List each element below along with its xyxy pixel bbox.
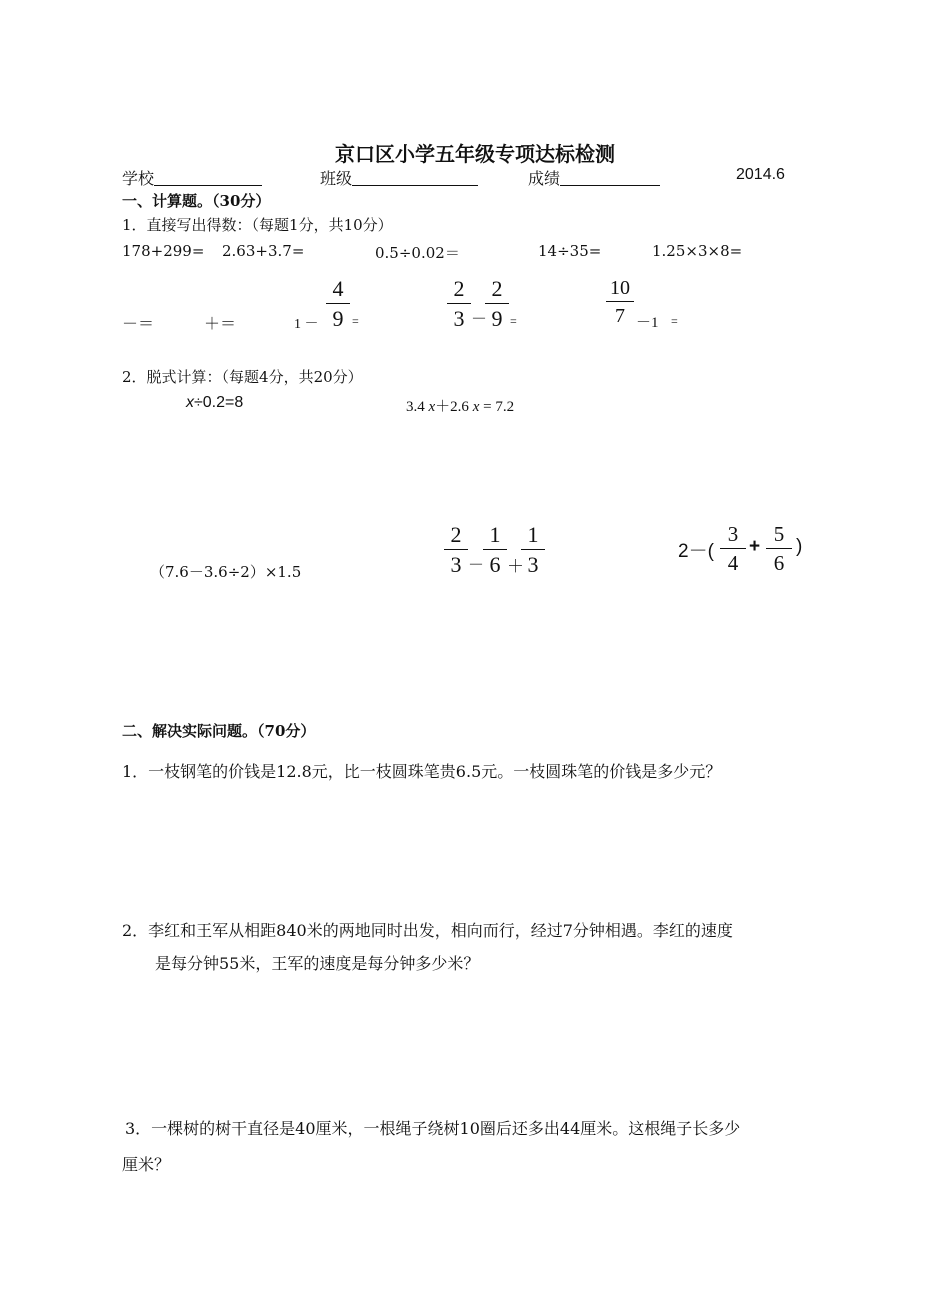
fraction-1-3 bbox=[521, 524, 545, 576]
fraction-3-4 bbox=[720, 524, 746, 574]
plus-sign: ＋ bbox=[507, 557, 524, 576]
fraction-4-9 bbox=[326, 278, 350, 330]
exam-date: 2014.6 bbox=[736, 166, 785, 183]
calc-item-9-eq: = bbox=[510, 314, 517, 328]
fraction-bar bbox=[483, 549, 507, 550]
fraction-denominator: 7 bbox=[615, 305, 625, 327]
fraction-denominator: 3 bbox=[450, 552, 462, 577]
variable-x: x bbox=[472, 399, 480, 415]
part1-heading: 1．直接写出得数：（每题1分，共10分） bbox=[122, 216, 393, 234]
fraction-denominator: 3 bbox=[453, 306, 465, 331]
calc-item-8-lead: 1 － bbox=[294, 317, 319, 332]
problem-1: 1．一枝钢笔的价钱是12.8元，比一枝圆珠笔贵6.5元。一枝圆珠笔的价钱是多少元？ bbox=[122, 762, 722, 781]
fraction-1-6 bbox=[483, 524, 507, 576]
expression-5-close: ) bbox=[796, 536, 803, 557]
calc-item-5: 1.25×3×8= bbox=[652, 242, 743, 260]
part2-heading: 2．脱式计算：（每题4分，共20分） bbox=[122, 368, 363, 386]
fraction-bar bbox=[485, 303, 509, 304]
fraction-numerator: 1 bbox=[527, 522, 539, 547]
class-label: 班级 bbox=[320, 169, 353, 188]
problem-2-line-2: 是每分钟55米，王军的速度是每分钟多少米？ bbox=[155, 954, 480, 973]
fraction-numerator: 1 bbox=[489, 522, 501, 547]
calc-item-4: 14÷35= bbox=[538, 242, 602, 260]
fraction-denominator: 4 bbox=[727, 551, 739, 575]
fraction-numerator: 10 bbox=[610, 277, 630, 299]
fraction-bar bbox=[606, 301, 634, 302]
fraction-bar bbox=[444, 549, 468, 550]
score-blank bbox=[560, 169, 660, 186]
fraction-bar bbox=[766, 548, 792, 549]
calc-item-1: 178+299= bbox=[122, 242, 205, 260]
fraction-numerator: 2 bbox=[453, 276, 465, 301]
section1-heading: 一、计算题。（30分） bbox=[122, 192, 271, 210]
calc-item-3: 0.5÷0.02＝ bbox=[375, 244, 460, 262]
variable-x: x bbox=[186, 394, 194, 411]
fraction-numerator: 4 bbox=[332, 276, 344, 301]
fraction-2-3 bbox=[447, 278, 471, 330]
fraction-5-6 bbox=[766, 524, 792, 574]
variable-x: x bbox=[428, 399, 436, 415]
calc-item-6: －＝ bbox=[122, 314, 155, 333]
calc-item-2: 2.63+3.7= bbox=[222, 242, 305, 260]
equation-2: 3.4 x＋2.6 x = 7.2 bbox=[406, 399, 515, 415]
fraction-bar bbox=[720, 548, 746, 549]
fraction-denominator: 9 bbox=[332, 306, 344, 331]
calc-item-10-tail: －1 bbox=[636, 315, 659, 331]
fraction-bar bbox=[447, 303, 471, 304]
fraction-denominator: 6 bbox=[489, 552, 501, 577]
fraction-bar bbox=[521, 549, 545, 550]
calc-item-7: ＋＝ bbox=[204, 314, 237, 333]
fraction-numerator: 3 bbox=[727, 522, 739, 546]
class-field bbox=[320, 166, 478, 189]
minus-sign: － bbox=[468, 557, 485, 574]
fraction-numerator: 2 bbox=[450, 522, 462, 547]
problem-3-line-1: 3．一棵树的树干直径是40厘米，一根绳子绕树10圈后还多出44厘米。这根绳子长多少 bbox=[125, 1119, 741, 1138]
fraction-numerator: 5 bbox=[773, 522, 785, 546]
minus-sign: － bbox=[471, 311, 488, 328]
equation-1: x÷0.2=8 bbox=[186, 394, 244, 411]
calc-item-10-eq: = bbox=[671, 314, 678, 328]
expression-5-lead: 2－( bbox=[678, 541, 714, 562]
expression-3: （7.6－3.6÷2）×1.5 bbox=[150, 563, 302, 581]
page-title: 京口区小学五年级专项达标检测 bbox=[335, 142, 615, 166]
fraction-2-3-b bbox=[444, 524, 468, 576]
class-blank bbox=[352, 169, 478, 186]
fraction-denominator: 3 bbox=[527, 552, 539, 577]
problem-3-line-2: 厘米？ bbox=[122, 1155, 171, 1174]
fraction-numerator: 2 bbox=[491, 276, 503, 301]
problem-2-line-1: 2．李红和王军从相距840米的两地同时出发，相向而行，经过7分钟相遇。李红的速度 bbox=[122, 921, 733, 940]
plus-sign: + bbox=[749, 536, 761, 557]
fraction-bar bbox=[326, 303, 350, 304]
school-blank bbox=[154, 169, 262, 186]
fraction-denominator: 6 bbox=[773, 551, 785, 575]
school-field bbox=[122, 166, 262, 189]
fraction-denominator: 9 bbox=[491, 306, 503, 331]
calc-item-8-eq: = bbox=[352, 314, 359, 328]
fraction-10-7 bbox=[606, 278, 634, 326]
score-label: 成绩 bbox=[528, 169, 561, 188]
score-field bbox=[528, 166, 660, 189]
section2-heading: 二、解决实际问题。（70分） bbox=[122, 722, 316, 740]
school-label: 学校 bbox=[122, 169, 155, 188]
fraction-2-9 bbox=[485, 278, 509, 330]
